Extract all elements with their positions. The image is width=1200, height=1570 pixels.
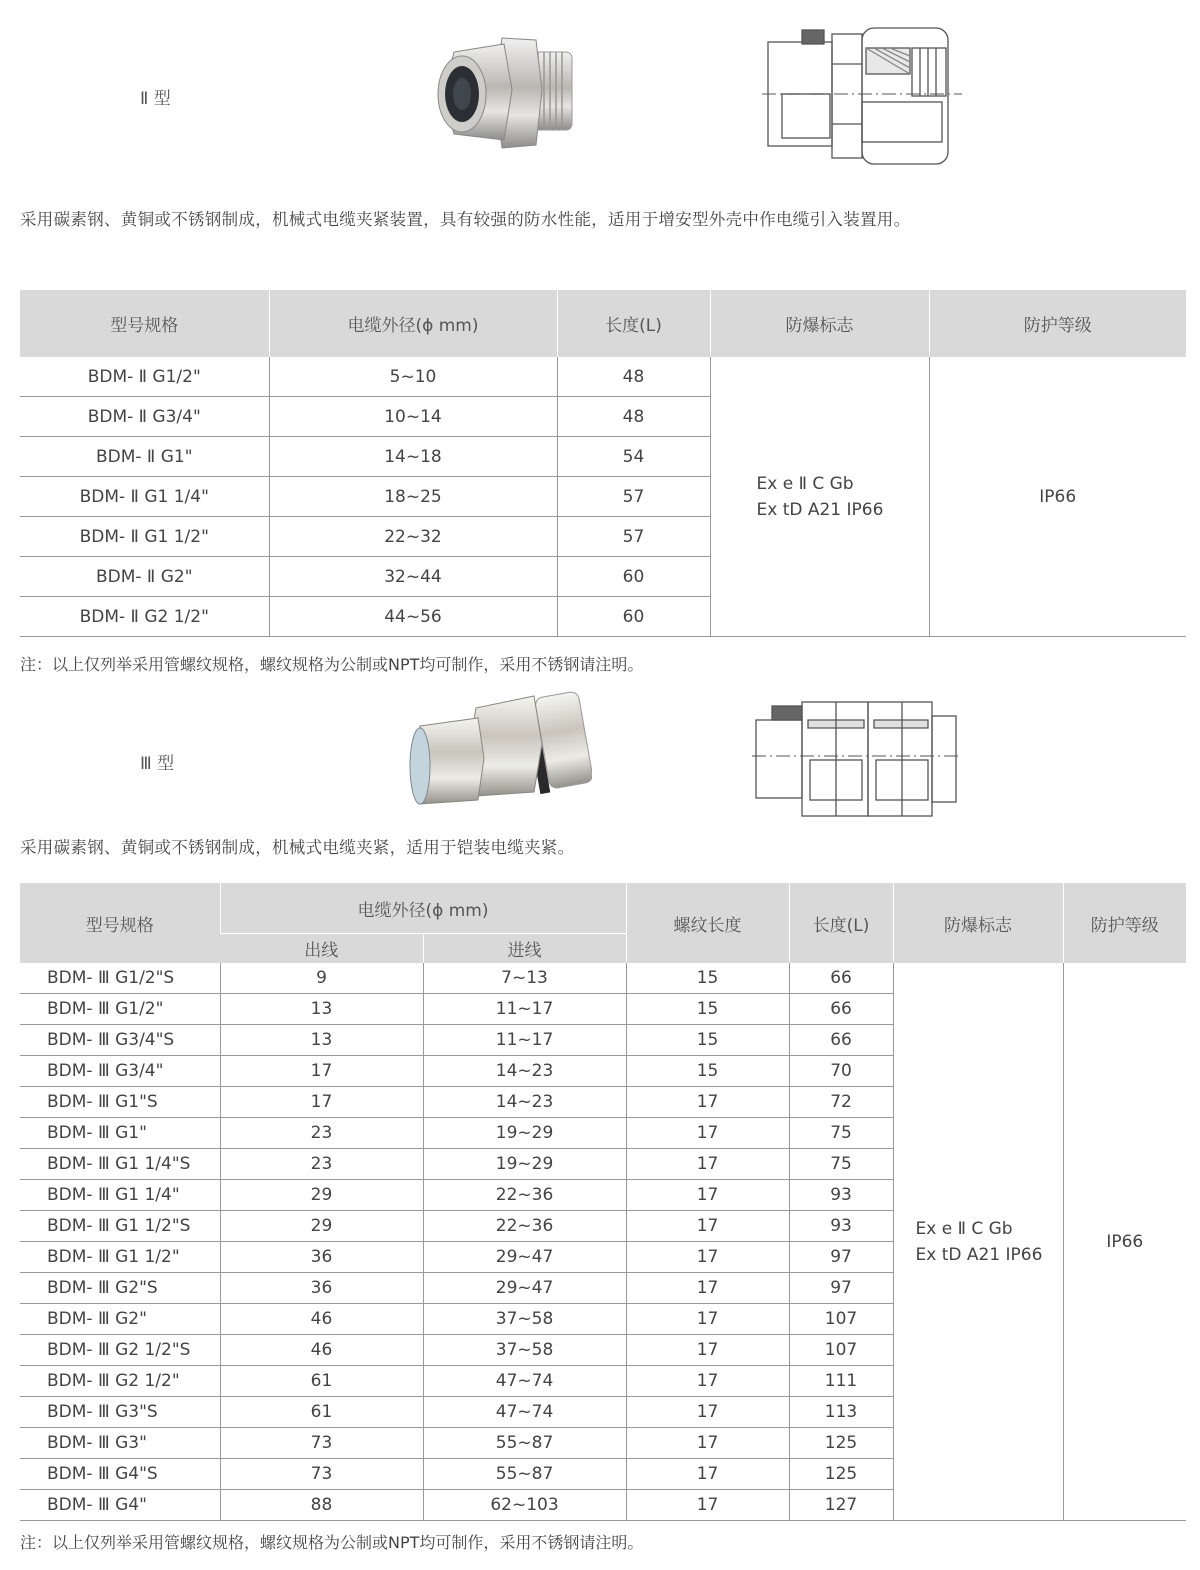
model-cell: BDM- Ⅲ G1 1/2"S (20, 1211, 220, 1242)
diameter-cell: 32~44 (269, 557, 557, 597)
model-cell: BDM- Ⅲ G3"S (20, 1397, 220, 1428)
model-cell: BDM- Ⅱ G1/2" (20, 357, 269, 397)
thread-length-cell: 17 (626, 1087, 789, 1118)
outlet-cell: 29 (220, 1180, 423, 1211)
inlet-cell: 11~17 (423, 994, 626, 1025)
thread-length-cell: 15 (626, 1056, 789, 1087)
length-cell: 93 (789, 1211, 893, 1242)
inlet-cell: 19~29 (423, 1118, 626, 1149)
length-cell: 97 (789, 1242, 893, 1273)
header-explosion-mark: 防爆标志 (710, 290, 929, 357)
length-cell: 111 (789, 1366, 893, 1397)
type-ii-description: 采用碳素钢、黄铜或不锈钢制成，机械式电缆夹紧装置，具有较强的防水性能，适用于增安型外壳中作电缆引入装置用。 (20, 210, 911, 229)
thread-length-cell: 15 (626, 994, 789, 1025)
model-cell: BDM- Ⅲ G1 1/4" (20, 1180, 220, 1211)
thread-length-cell: 17 (626, 1490, 789, 1521)
header-cable-diameter: 电缆外径(ϕ mm) (220, 883, 626, 934)
outlet-cell: 23 (220, 1118, 423, 1149)
inlet-cell: 47~74 (423, 1397, 626, 1428)
type-iii-label: Ⅲ 型 (140, 754, 175, 774)
header-protection: 防护等级 (1063, 883, 1186, 963)
length-cell: 125 (789, 1428, 893, 1459)
thread-length-cell: 17 (626, 1428, 789, 1459)
cable-gland-iii-drawing (752, 698, 960, 820)
model-cell: BDM- Ⅲ G1/2"S (20, 963, 220, 994)
length-cell: 107 (789, 1335, 893, 1366)
length-cell: 125 (789, 1459, 893, 1490)
header-outlet: 出线 (220, 934, 423, 964)
model-cell: BDM- Ⅱ G1 1/2" (20, 517, 269, 557)
diameter-cell: 5~10 (269, 357, 557, 397)
header-cable-diameter: 电缆外径(ϕ mm) (269, 290, 557, 357)
inlet-cell: 29~47 (423, 1242, 626, 1273)
outlet-cell: 61 (220, 1397, 423, 1428)
inlet-cell: 55~87 (423, 1428, 626, 1459)
cable-gland-iii-photo (406, 688, 592, 814)
cable-gland-ii-photo (432, 30, 582, 160)
length-cell: 127 (789, 1490, 893, 1521)
inlet-cell: 11~17 (423, 1025, 626, 1056)
type-ii-note: 注：以上仅列举采用管螺纹规格，螺纹规格为公制或NPT均可制作，采用不锈钢请注明。 (20, 655, 644, 674)
outlet-cell: 73 (220, 1428, 423, 1459)
inlet-cell: 55~87 (423, 1459, 626, 1490)
length-cell: 97 (789, 1273, 893, 1304)
model-cell: BDM- Ⅲ G2"S (20, 1273, 220, 1304)
thread-length-cell: 17 (626, 1149, 789, 1180)
model-cell: BDM- Ⅲ G1"S (20, 1087, 220, 1118)
explosion-mark-line: Ex tD A21 IP66 (915, 1244, 1043, 1265)
model-cell: BDM- Ⅲ G1/2" (20, 994, 220, 1025)
header-length: 长度(L) (557, 290, 710, 357)
outlet-cell: 13 (220, 994, 423, 1025)
header-inlet: 进线 (423, 934, 626, 964)
outlet-cell: 36 (220, 1273, 423, 1304)
outlet-cell: 73 (220, 1459, 423, 1490)
header-model: 型号规格 (20, 290, 269, 357)
thread-length-cell: 17 (626, 1273, 789, 1304)
thread-length-cell: 17 (626, 1304, 789, 1335)
cable-gland-ii-drawing (762, 24, 962, 166)
header-protection: 防护等级 (929, 290, 1186, 357)
model-cell: BDM- Ⅱ G3/4" (20, 397, 269, 437)
model-cell: BDM- Ⅱ G1" (20, 437, 269, 477)
length-cell: 48 (557, 357, 710, 397)
type-ii-spec-table (20, 290, 1186, 637)
model-cell: BDM- Ⅲ G2" (20, 1304, 220, 1335)
model-cell: BDM- Ⅱ G2" (20, 557, 269, 597)
thread-length-cell: 17 (626, 1118, 789, 1149)
explosion-mark-line: Ex e Ⅱ C Gb (756, 473, 854, 494)
length-cell: 60 (557, 557, 710, 597)
model-cell: BDM- Ⅲ G1" (20, 1118, 220, 1149)
type-iii-note: 注：以上仅列举采用管螺纹规格，螺纹规格为公制或NPT均可制作，采用不锈钢请注明。 (20, 1533, 644, 1552)
length-cell: 48 (557, 397, 710, 437)
inlet-cell: 7~13 (423, 963, 626, 994)
inlet-cell: 14~23 (423, 1087, 626, 1118)
diameter-cell: 44~56 (269, 597, 557, 637)
outlet-cell: 36 (220, 1242, 423, 1273)
model-cell: BDM- Ⅱ G1 1/4" (20, 477, 269, 517)
length-cell: 113 (789, 1397, 893, 1428)
thread-length-cell: 17 (626, 1242, 789, 1273)
outlet-cell: 9 (220, 963, 423, 994)
inlet-cell: 37~58 (423, 1304, 626, 1335)
protection-cell: IP66 (1063, 963, 1186, 1521)
model-cell: BDM- Ⅲ G4"S (20, 1459, 220, 1490)
type-iii-description: 采用碳素钢、黄铜或不锈钢制成，机械式电缆夹紧，适用于铠装电缆夹紧。 (20, 838, 575, 857)
model-cell: BDM- Ⅲ G3/4" (20, 1056, 220, 1087)
model-cell: BDM- Ⅲ G2 1/2"S (20, 1335, 220, 1366)
inlet-cell: 19~29 (423, 1149, 626, 1180)
thread-length-cell: 17 (626, 1459, 789, 1490)
diameter-cell: 14~18 (269, 437, 557, 477)
model-cell: BDM- Ⅲ G3" (20, 1428, 220, 1459)
type-iii-spec-table (20, 883, 1186, 1521)
header-thread-length: 螺纹长度 (626, 883, 789, 963)
length-cell: 107 (789, 1304, 893, 1335)
thread-length-cell: 17 (626, 1397, 789, 1428)
inlet-cell: 22~36 (423, 1180, 626, 1211)
type-ii-label: Ⅱ 型 (140, 89, 171, 109)
length-cell: 66 (789, 994, 893, 1025)
protection-cell: IP66 (929, 357, 1186, 637)
model-cell: BDM- Ⅲ G1 1/4"S (20, 1149, 220, 1180)
header-length: 长度(L) (789, 883, 893, 963)
outlet-cell: 46 (220, 1304, 423, 1335)
length-cell: 60 (557, 597, 710, 637)
outlet-cell: 13 (220, 1025, 423, 1056)
explosion-mark-line: Ex tD A21 IP66 (756, 499, 884, 520)
thread-length-cell: 15 (626, 1025, 789, 1056)
model-cell: BDM- Ⅱ G2 1/2" (20, 597, 269, 637)
outlet-cell: 46 (220, 1335, 423, 1366)
length-cell: 57 (557, 517, 710, 557)
inlet-cell: 47~74 (423, 1366, 626, 1397)
table-header-row (20, 290, 1186, 357)
header-explosion-mark: 防爆标志 (893, 883, 1063, 963)
explosion-mark-line: Ex e Ⅱ C Gb (915, 1218, 1013, 1239)
outlet-cell: 29 (220, 1211, 423, 1242)
outlet-cell: 17 (220, 1056, 423, 1087)
inlet-cell: 22~36 (423, 1211, 626, 1242)
model-cell: BDM- Ⅲ G2 1/2" (20, 1366, 220, 1397)
model-cell: BDM- Ⅲ G1 1/2" (20, 1242, 220, 1273)
outlet-cell: 61 (220, 1366, 423, 1397)
thread-length-cell: 15 (626, 963, 789, 994)
length-cell: 93 (789, 1180, 893, 1211)
outlet-cell: 88 (220, 1490, 423, 1521)
length-cell: 66 (789, 963, 893, 994)
inlet-cell: 14~23 (423, 1056, 626, 1087)
length-cell: 75 (789, 1118, 893, 1149)
length-cell: 66 (789, 1025, 893, 1056)
length-cell: 70 (789, 1056, 893, 1087)
thread-length-cell: 17 (626, 1180, 789, 1211)
model-cell: BDM- Ⅲ G4" (20, 1490, 220, 1521)
explosion-mark-cell (710, 357, 929, 637)
length-cell: 57 (557, 477, 710, 517)
inlet-cell: 62~103 (423, 1490, 626, 1521)
diameter-cell: 22~32 (269, 517, 557, 557)
outlet-cell: 23 (220, 1149, 423, 1180)
thread-length-cell: 17 (626, 1366, 789, 1397)
table-row (20, 357, 1186, 397)
inlet-cell: 37~58 (423, 1335, 626, 1366)
length-cell: 72 (789, 1087, 893, 1118)
explosion-mark-cell (893, 963, 1063, 1521)
thread-length-cell: 17 (626, 1335, 789, 1366)
length-cell: 75 (789, 1149, 893, 1180)
inlet-cell: 29~47 (423, 1273, 626, 1304)
thread-length-cell: 17 (626, 1211, 789, 1242)
table-row (20, 963, 1186, 994)
header-model: 型号规格 (20, 883, 220, 963)
diameter-cell: 18~25 (269, 477, 557, 517)
model-cell: BDM- Ⅲ G3/4"S (20, 1025, 220, 1056)
length-cell: 54 (557, 437, 710, 477)
table-header-row (20, 883, 1186, 934)
outlet-cell: 17 (220, 1087, 423, 1118)
diameter-cell: 10~14 (269, 397, 557, 437)
